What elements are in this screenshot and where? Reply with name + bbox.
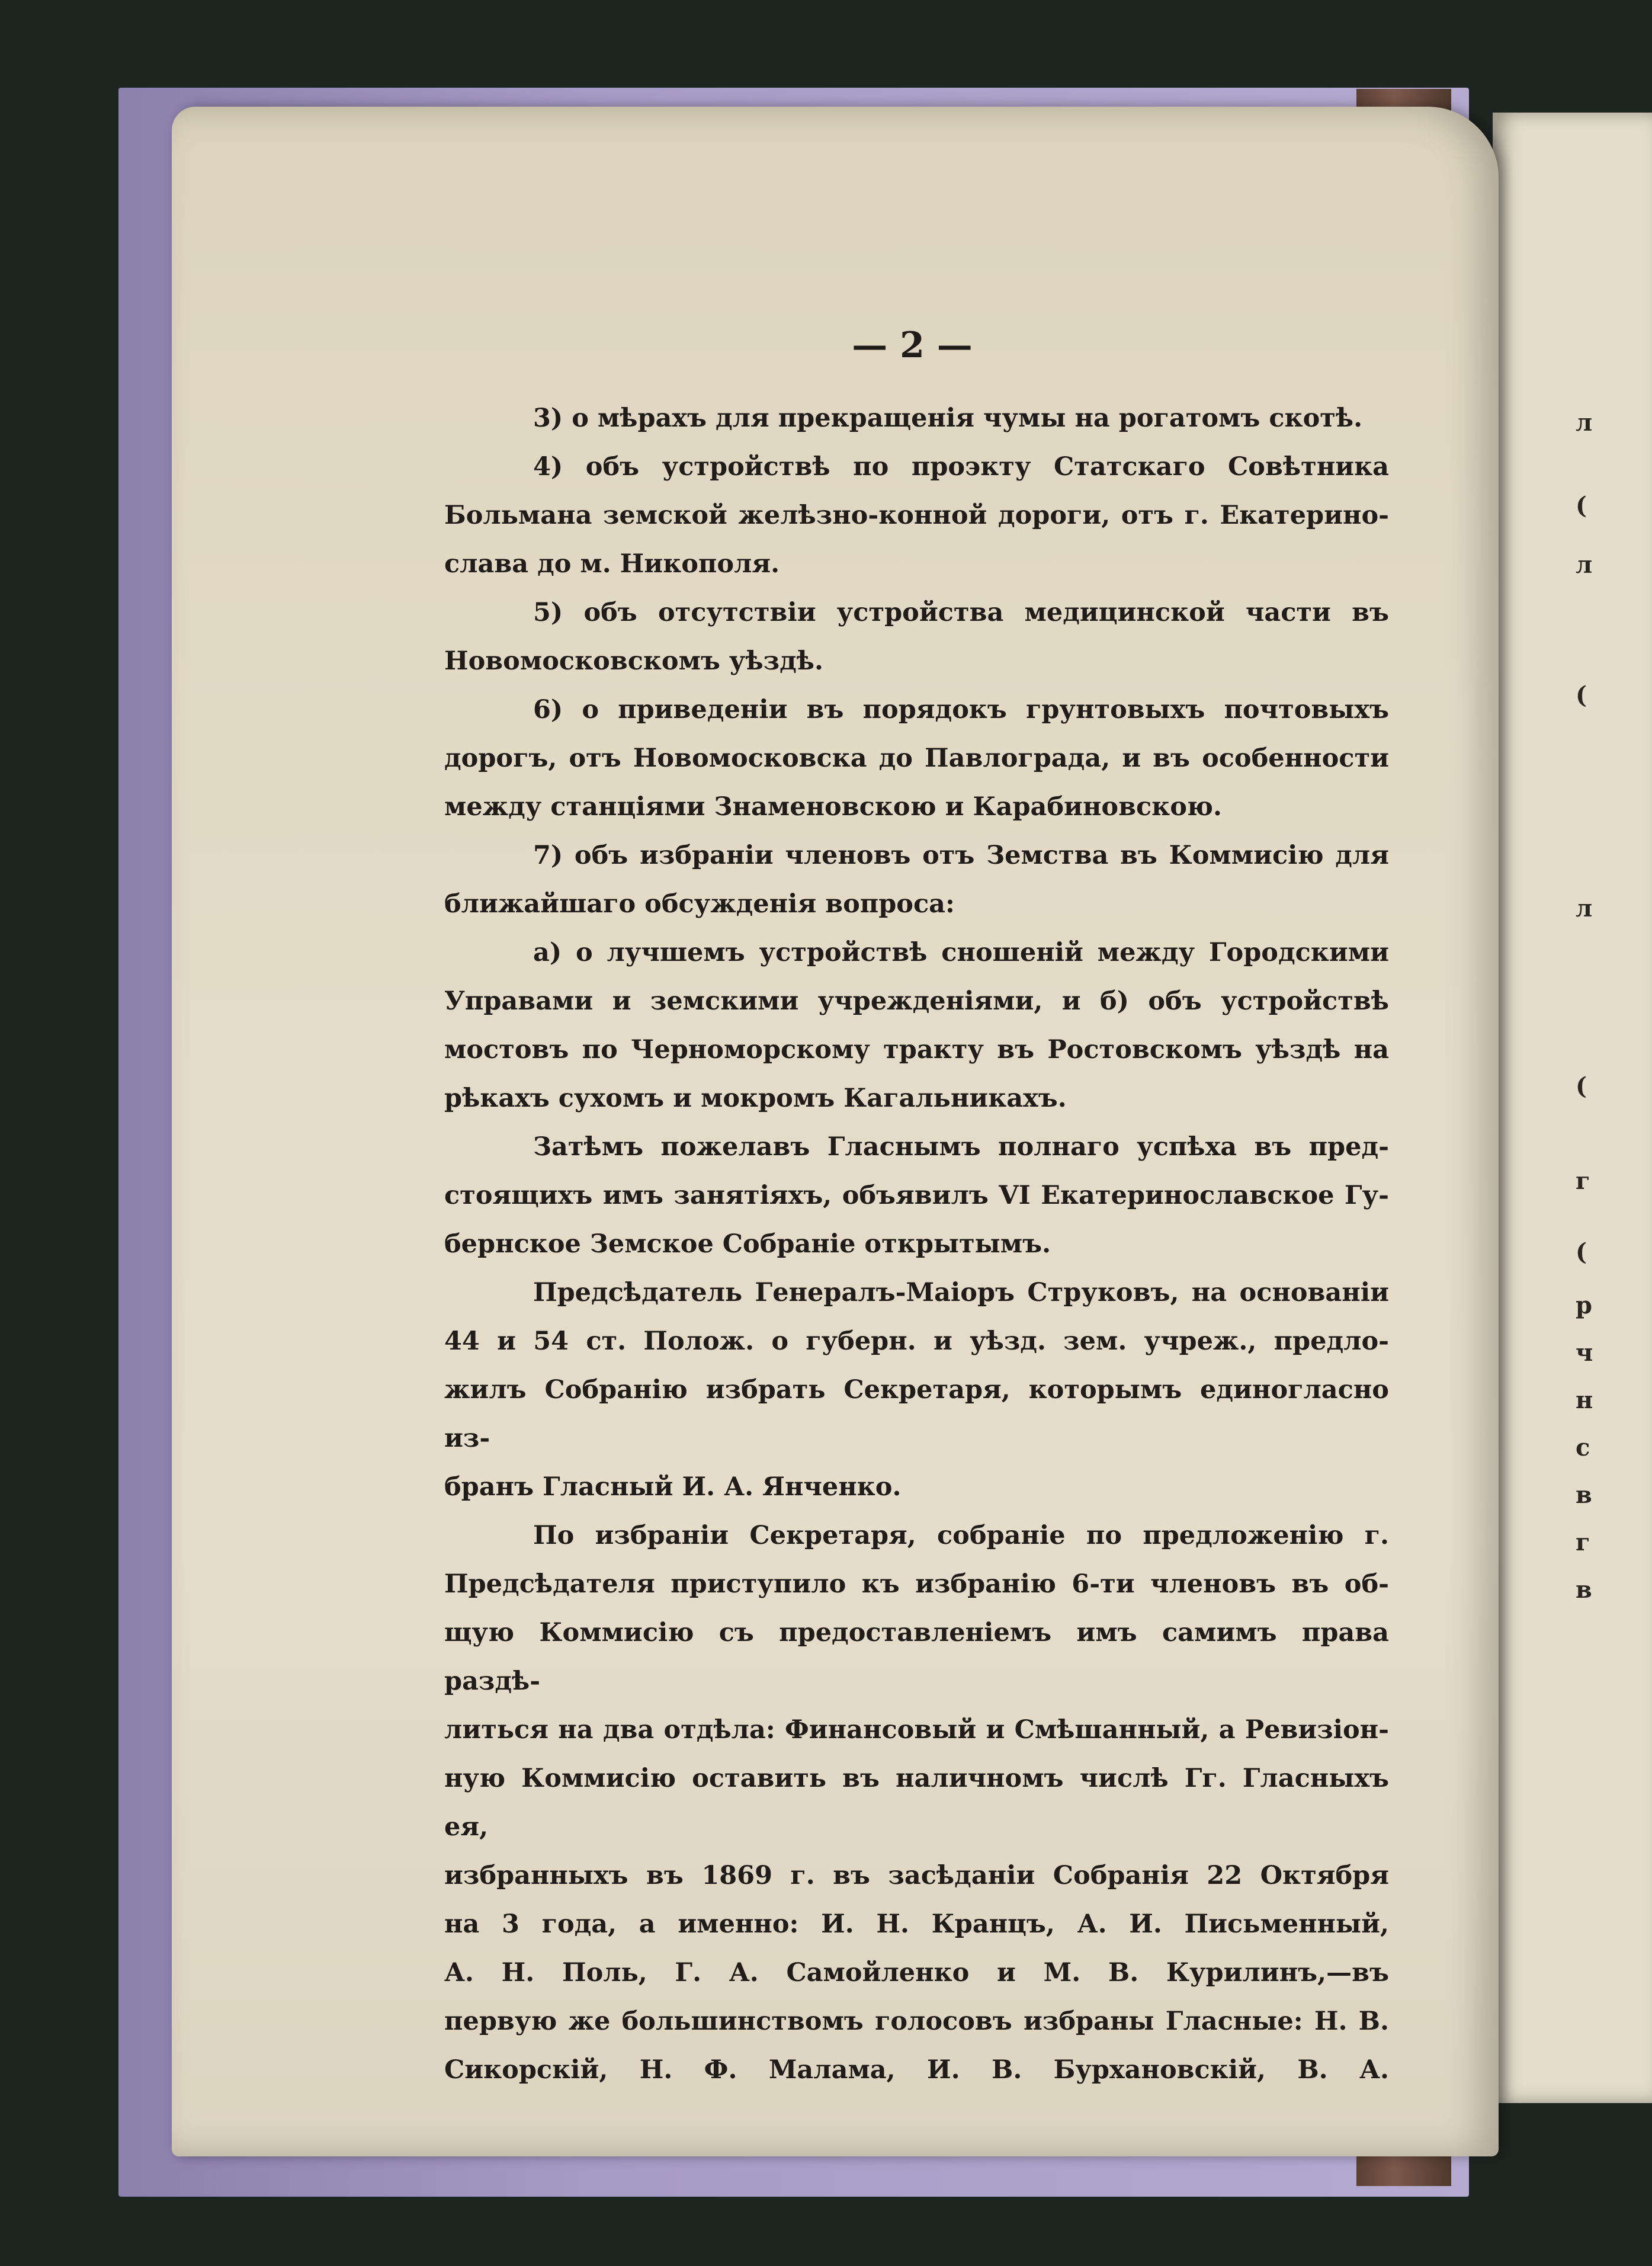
- paragraph-line: Затѣмъ пожелавъ Гласнымъ полнаго успѣха въ пред-: [533, 1132, 1389, 1162]
- edge-letter: (: [1576, 681, 1587, 709]
- paragraph: 3) о мѣрахъ для прекращенія чумы на рогатомъ скотѣ.: [533, 403, 1363, 433]
- edge-letter: (: [1576, 1072, 1587, 1100]
- paragraph-line: А. Н. Поль, Г. А. Самойленко и М. В. Курилинъ,—въ: [444, 1958, 1389, 1988]
- paragraph-line: мостовъ по Черноморскому тракту въ Ростовскомъ уѣздѣ на: [444, 1035, 1389, 1065]
- edge-letter: (: [1576, 1238, 1587, 1266]
- page-number: — 2 —: [852, 325, 973, 366]
- paragraph-line: 7) объ избраніи членовъ отъ Земства въ Коммисію для: [533, 841, 1389, 870]
- edge-letter: н: [1576, 1386, 1593, 1414]
- edge-letter: л: [1576, 551, 1593, 579]
- edge-letter: с: [1576, 1434, 1590, 1461]
- paragraph-line: литься на два отдѣла: Финансовый и Смѣшанный, а Ревизіон-: [444, 1715, 1389, 1745]
- edge-letter: г: [1576, 1528, 1590, 1556]
- paragraph-line: 4) объ устройствѣ по проэкту Статскаго Совѣтника: [533, 452, 1389, 482]
- paragraph-line: ную Коммисію оставить въ наличномъ числѣ Гг. Гласныхъ ея,: [444, 1764, 1389, 1842]
- paragraph-line: первую же большинствомъ голосовъ избраны Гласные: Н. В.: [444, 2007, 1389, 2036]
- paragraph-line: Новомосковскомъ уѣздѣ.: [444, 646, 823, 676]
- edge-letter: в: [1576, 1481, 1592, 1509]
- paragraph-line: Предсѣдателя приступило къ избранію 6-ти членовъ въ об-: [444, 1569, 1389, 1599]
- paragraph-line: Управами и земскими учрежденіями, и б) объ устройствѣ: [444, 986, 1389, 1016]
- paragraph-line: между станціями Знаменовскою и Карабиновскою.: [444, 792, 1222, 822]
- paragraph-line: щую Коммисію съ предоставленіемъ имъ самимъ права раздѣ-: [444, 1618, 1389, 1696]
- paragraph-line: рѣкахъ сухомъ и мокромъ Кагальникахъ.: [444, 1084, 1067, 1113]
- paragraph-line: ближайшаго обсужденія вопроса:: [444, 889, 955, 919]
- edge-letter: г: [1576, 1167, 1590, 1195]
- paragraph-line: а) о лучшемъ устройствѣ сношеній между Городскими: [533, 938, 1389, 967]
- paragraph-line: дорогъ, отъ Новомосковска до Павлограда, и въ особенности: [444, 743, 1389, 773]
- paragraph-line: Больмана земской желѣзно-конной дороги, отъ г. Екатерино-: [444, 501, 1389, 530]
- page-body: [444, 394, 1389, 2094]
- edge-letter: л: [1576, 895, 1593, 922]
- paragraph-line: 6) о приведеніи въ порядокъ грунтовыхъ почтовыхъ: [533, 695, 1389, 725]
- edge-letter: в: [1576, 1576, 1592, 1604]
- paragraph-line: слава до м. Никополя.: [444, 549, 780, 579]
- paragraph-line: Сикорскій, Н. Ф. Малама, И. В. Бурхановскій, В. А.: [444, 2055, 1389, 2085]
- next-page-edge: [1493, 113, 1652, 2103]
- paragraph-line: Предсѣдатель Генералъ-Маіоръ Струковъ, на основаніи: [533, 1278, 1389, 1307]
- paragraph-line: избранныхъ въ 1869 г. въ засѣданіи Собранія 22 Октября: [444, 1861, 1389, 1890]
- paragraph-line: бранъ Гласный И. А. Янченко.: [444, 1472, 902, 1502]
- paragraph-line: По избраніи Секретаря, собраніе по предложенію г.: [533, 1521, 1389, 1550]
- paragraph-line: жилъ Собранію избрать Секретаря, которымъ единогласно из-: [444, 1375, 1389, 1453]
- paragraph-line: на 3 года, а именно: И. Н. Кранцъ, А. И. Письменный,: [444, 1909, 1389, 1939]
- paragraph-line: бернское Земское Собраніе открытымъ.: [444, 1229, 1051, 1259]
- edge-letter: (: [1576, 492, 1587, 520]
- edge-letter: л: [1576, 409, 1593, 437]
- edge-letter: р: [1576, 1291, 1592, 1319]
- paragraph-line: 5) объ отсутствіи устройства медицинской части въ: [533, 598, 1389, 627]
- paragraph-line: стоящихъ имъ занятіяхъ, объявилъ VI Екатеринославское Гу-: [444, 1181, 1389, 1210]
- edge-letter: ч: [1576, 1339, 1593, 1367]
- paragraph-line: 44 и 54 ст. Полож. о губерн. и уѣзд. зем. учреж., предло-: [444, 1326, 1389, 1356]
